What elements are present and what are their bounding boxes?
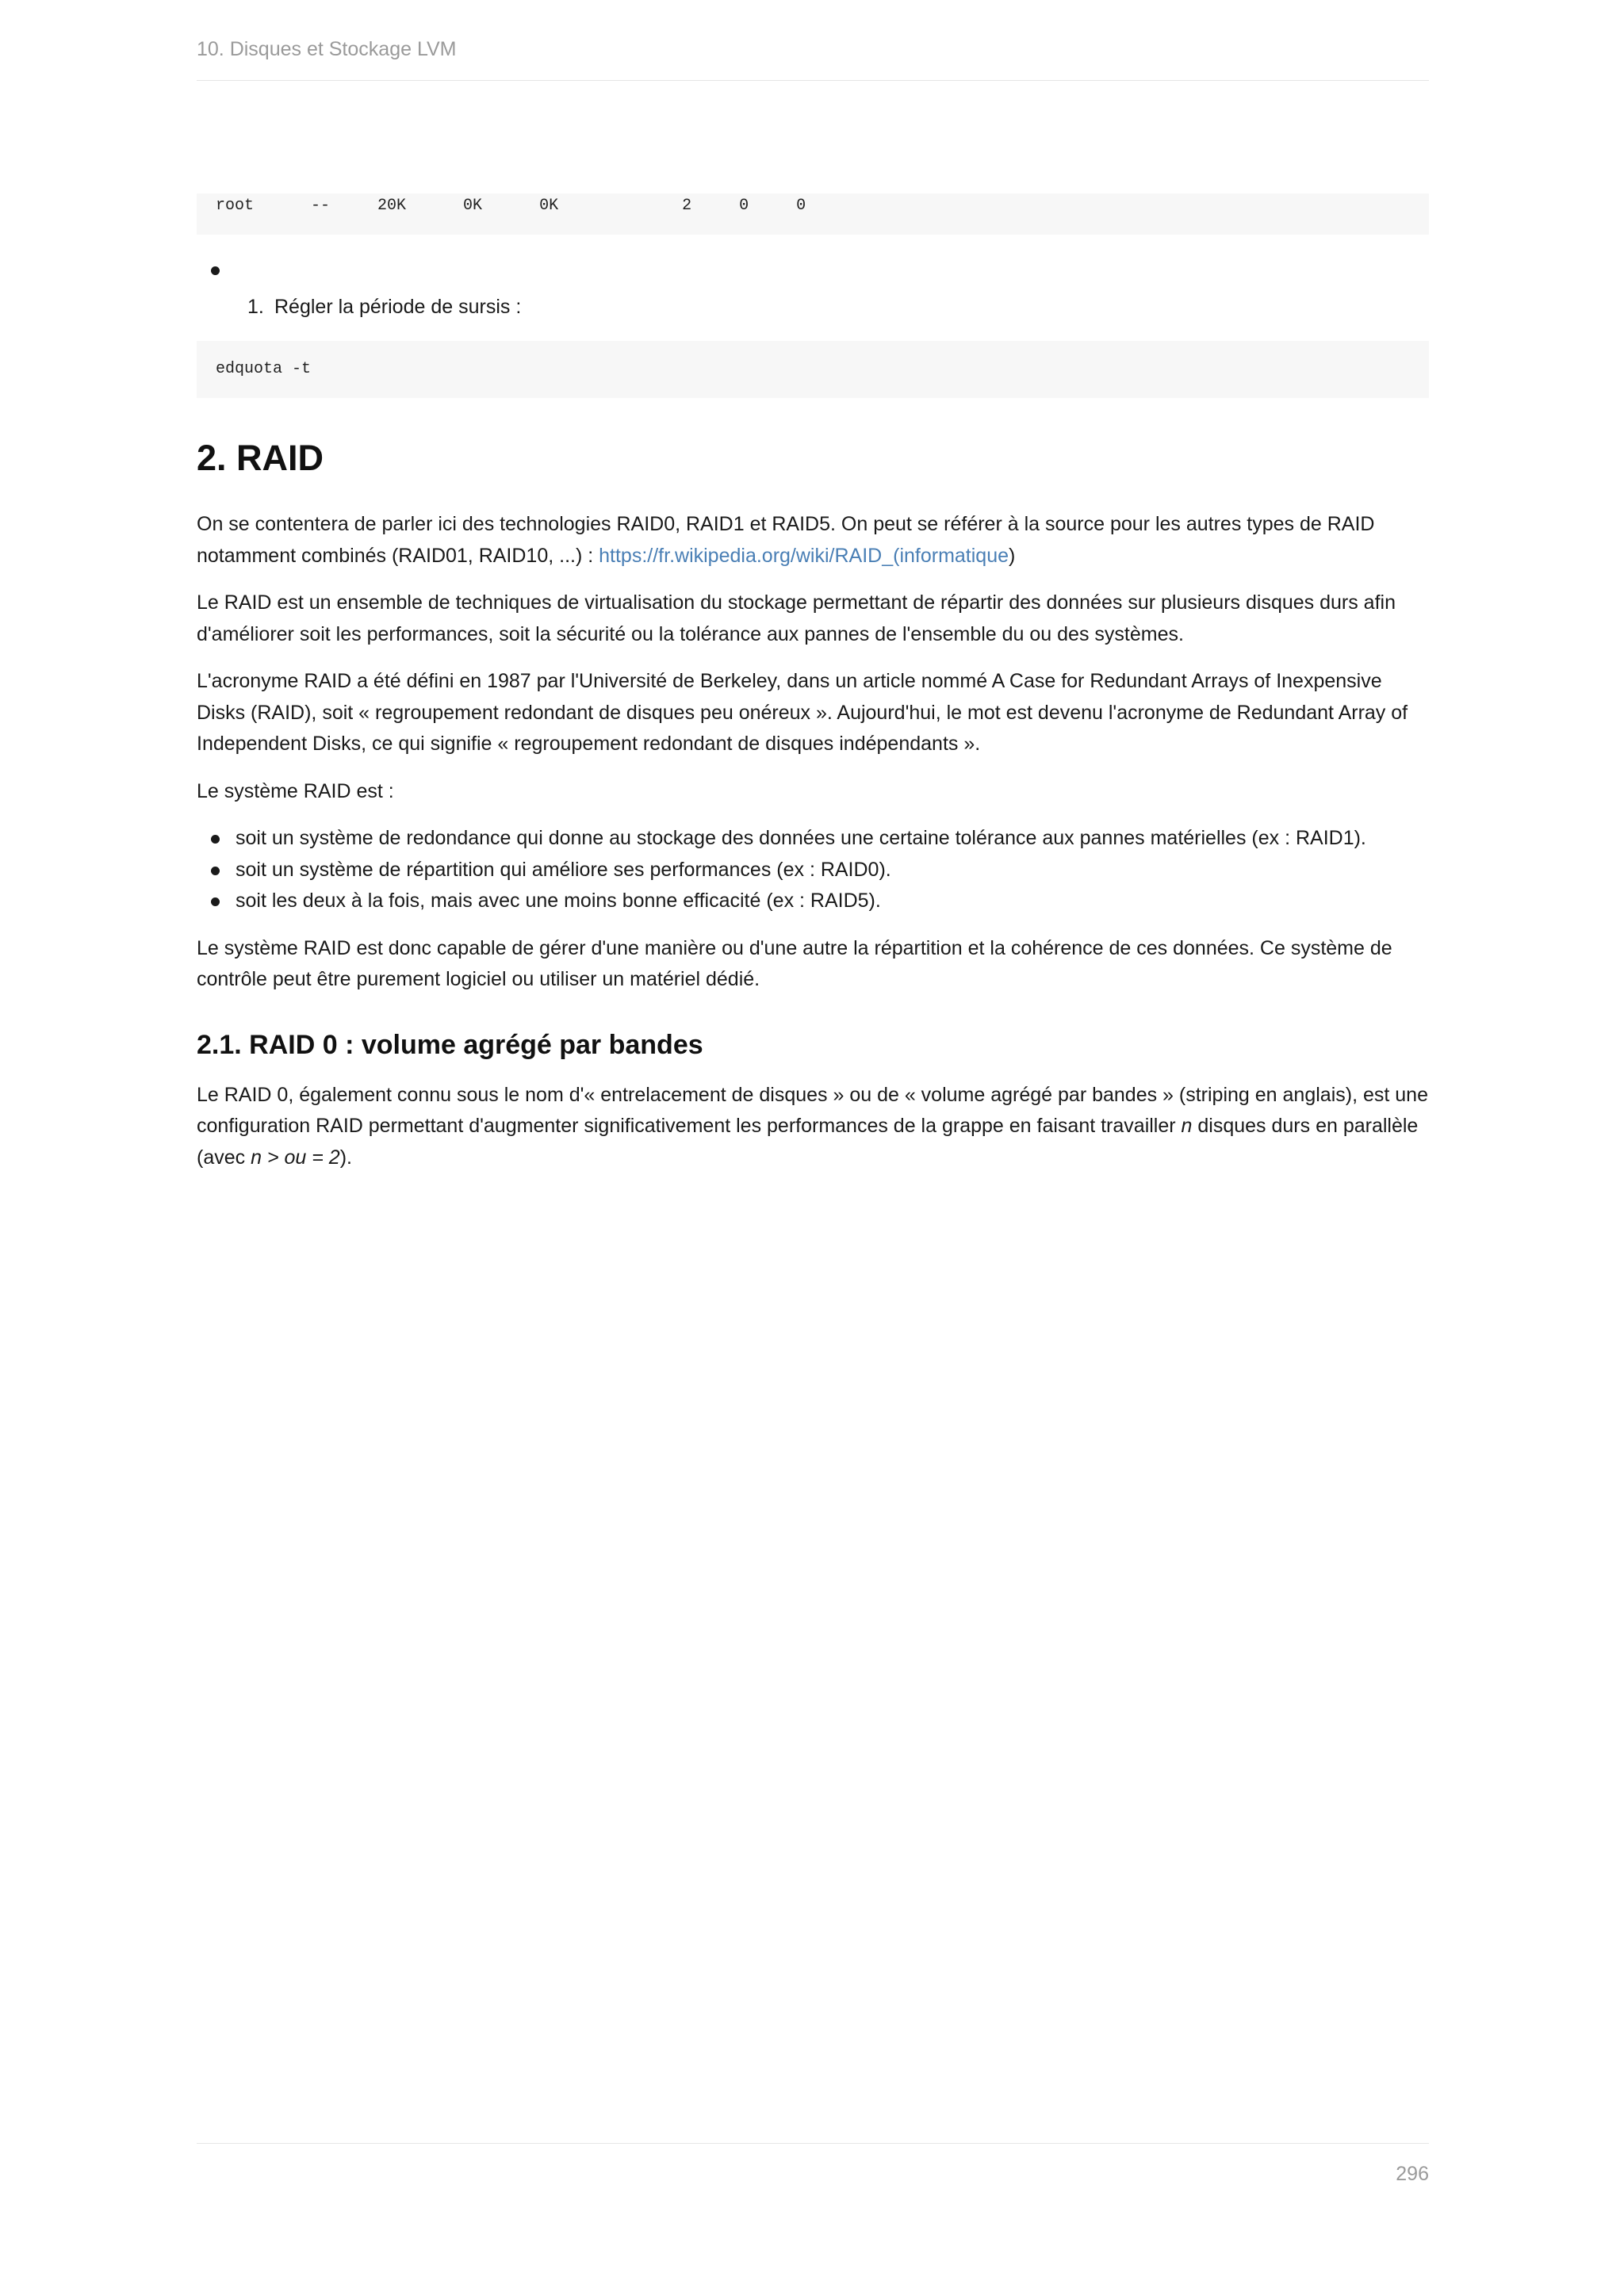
- bullet-icon: [211, 897, 220, 906]
- code-block-quota-report: root -- 20K 0K 0K 2 0 0: [197, 193, 1429, 235]
- paragraph-raid-management: Le système RAID est donc capable de gérer d'une manière ou d'une autre la répartition et la cohérence de ces données. Ce système de contrôle peut être purement logiciel ou utiliser un matériel dédié.: [197, 936, 1392, 990]
- ordered-list-text: Régler la période de sursis :: [274, 296, 522, 318]
- paragraph-raid-intro: [197, 509, 1429, 572]
- list-item: soit un système de redondance qui donne au stockage des données une certaine tolérance aux pannes matérielles (ex : RAID1).: [197, 823, 1429, 855]
- paragraph-raid-system: Le système RAID est :: [197, 779, 394, 802]
- paragraph-raid-acronym: L'acronyme RAID a été défini en 1987 par l'Université de Berkeley, dans un article nommé A Case for Redundant Arrays of Inexpensive Disks (RAID), soit « regroupement redondant de disques peu onéreux ». Aujourd'hui, le mot est devenu l'acronyme de Redundant Array of Independent Disks, ce qui signifie « regroupement redondant de disques indépendants ».: [197, 670, 1408, 755]
- footer-divider: [197, 2143, 1429, 2144]
- page-content: [197, 193, 1429, 1173]
- document-page: [197, 0, 1429, 2296]
- header-divider: [197, 80, 1429, 81]
- ordered-list-number: 1.: [247, 296, 264, 318]
- bullet-icon: [211, 835, 220, 844]
- paragraph-raid-intro-text: On se contentera de parler ici des technologies RAID0, RAID1 et RAID5. On peut se référer à la source pour les autres types de RAID notamment combinés (RAID01, RAID10, ...) :: [197, 513, 1375, 567]
- ordered-list: [197, 292, 1429, 322]
- bullet-icon: [211, 266, 220, 275]
- section-heading-raid: 2. RAID: [197, 438, 324, 478]
- bullet-icon: [211, 867, 220, 875]
- raid-types-list: [197, 823, 1429, 917]
- page-number: 296: [1396, 2163, 1429, 2185]
- wikipedia-raid-link[interactable]: https://fr.wikipedia.org/wiki/RAID_(informatique: [599, 544, 1009, 567]
- running-header: 10. Disques et Stockage LVM: [197, 38, 457, 60]
- code-block-edquota: edquota -t: [197, 341, 1429, 398]
- paragraph-raid0: Le RAID 0, également connu sous le nom d'« entrelacement de disques » ou de « volume agrégé par bandes » (striping en anglais), est une configuration RAID permettant d'augmenter significativement les performances de la grappe en faisant travailler n disques durs en parallèle (avec n > ou = 2).: [197, 1083, 1428, 1169]
- paragraph-raid-intro-after: ): [1009, 544, 1016, 567]
- list-item: soit les deux à la fois, mais avec une moins bonne efficacité (ex : RAID5).: [197, 886, 1429, 917]
- empty-list-item: [197, 265, 1429, 285]
- section-heading-raid0: 2.1. RAID 0 : volume agrégé par bandes: [197, 1029, 703, 1060]
- paragraph-raid-definition: Le RAID est un ensemble de techniques de virtualisation du stockage permettant de répartir des données sur plusieurs disques durs afin d'améliorer soit les performances, soit la sécurité ou la tolérance aux pannes de l'ensemble du ou des systèmes.: [197, 591, 1396, 645]
- list-item: soit un système de répartition qui améliore ses performances (ex : RAID0).: [197, 855, 1429, 886]
